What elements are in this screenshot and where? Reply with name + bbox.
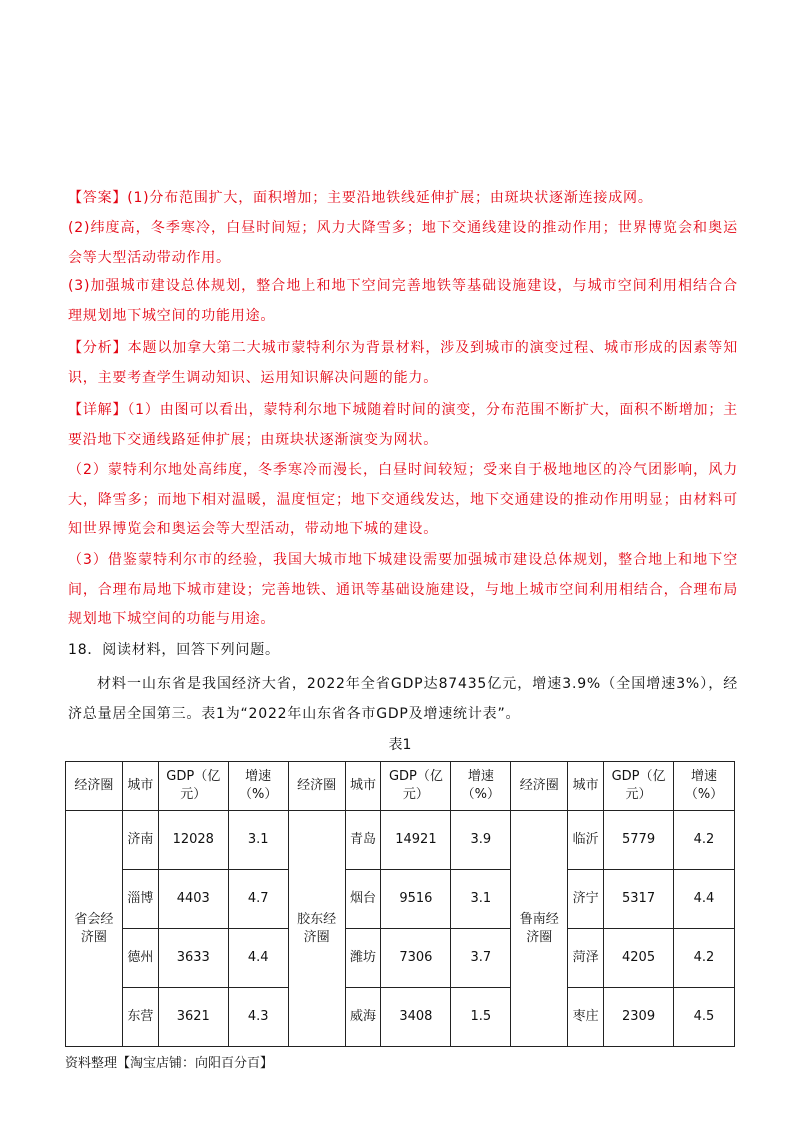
header-city: 城市: [568, 762, 604, 811]
gdp-cell: 7306: [381, 929, 451, 988]
header-gdp: GDP（亿元）: [381, 762, 451, 811]
growth-cell: 3.1: [451, 870, 511, 929]
header-city: 城市: [122, 762, 158, 811]
gdp-table: [65, 761, 735, 1047]
analysis-paragraph: 【分析】本题以加拿大第二大城市蒙特利尔为背景材料，涉及到城市的演变过程、城市形成的因素等知识，主要考查学生调动知识、运用知识解决问题的能力。: [68, 340, 738, 386]
header-gdp: GDP（亿元）: [604, 762, 674, 811]
growth-cell: 4.2: [674, 929, 735, 988]
city-cell: 青岛: [345, 811, 381, 870]
growth-cell: 4.2: [674, 811, 735, 870]
city-cell: 德州: [122, 929, 158, 988]
gdp-cell: 9516: [381, 870, 451, 929]
header-zone: 经济圈: [511, 762, 568, 811]
header-zone: 经济圈: [288, 762, 345, 811]
city-cell: 临沂: [568, 811, 604, 870]
gdp-cell: 4403: [158, 870, 228, 929]
growth-cell: 4.5: [674, 988, 735, 1047]
footer-source: 资料整理【淘宝店铺：向阳百分百】: [65, 1056, 274, 1071]
question-18-material: 材料一山东省是我国经济大省，2022年全省GDP达87435亿元，增速3.9%（全国增速3%），经济总量居全国第三。表1为“2022年山东省各市GDP及增速统计表”。: [68, 676, 738, 722]
header-growth: 增速（%）: [228, 762, 288, 811]
city-cell: 威海: [345, 988, 381, 1047]
growth-cell: 3.1: [228, 811, 288, 870]
table-row: [66, 811, 735, 870]
city-cell: 枣庄: [568, 988, 604, 1047]
city-cell: 济宁: [568, 870, 604, 929]
gdp-cell: 5317: [604, 870, 674, 929]
city-cell: 潍坊: [345, 929, 381, 988]
city-cell: 菏泽: [568, 929, 604, 988]
growth-cell: 4.3: [228, 988, 288, 1047]
gdp-cell: 12028: [158, 811, 228, 870]
city-cell: 济南: [122, 811, 158, 870]
header-city: 城市: [345, 762, 381, 811]
answer-paragraph-1: 【答案】(1)分布范围扩大，面积增加；主要沿地铁线延伸扩展；由斑块状逐渐连接成网。: [68, 190, 653, 206]
city-cell: 烟台: [345, 870, 381, 929]
zone-cell: 省会经济圈: [66, 811, 123, 1047]
table-row: [66, 988, 735, 1047]
table-caption: 表1: [388, 737, 412, 753]
city-cell: 淄博: [122, 870, 158, 929]
detail-paragraph-2: （2）蒙特利尔地处高纬度，冬季寒冷而漫长，白昼时间较短；受来自于极地地区的冷气团影响，风力大，降雪多；而地下相对温暖，温度恒定；地下交通线发达，地下交通建设的推动作用明显；由材料可知世界博览会和奥运会等大型活动，带动地下城的建设。: [68, 462, 738, 537]
gdp-cell: 3621: [158, 988, 228, 1047]
table-row: [66, 870, 735, 929]
gdp-cell: 2309: [604, 988, 674, 1047]
detail-paragraph-1: 【详解】（1）由图可以看出，蒙特利尔地下城随着时间的演变，分布范围不断扩大，面积不断增加；主要沿地下交通线路延伸扩展；由斑块状逐渐演变为网状。: [68, 402, 738, 448]
gdp-cell: 5779: [604, 811, 674, 870]
gdp-cell: 14921: [381, 811, 451, 870]
question-18-intro: 18．阅读材料，回答下列问题。: [68, 642, 280, 658]
header-growth: 增速（%）: [451, 762, 511, 811]
gdp-cell: 3408: [381, 988, 451, 1047]
growth-cell: 3.7: [451, 929, 511, 988]
header-zone: 经济圈: [66, 762, 123, 811]
table-row: [66, 929, 735, 988]
growth-cell: 4.7: [228, 870, 288, 929]
gdp-cell: 4205: [604, 929, 674, 988]
growth-cell: 4.4: [228, 929, 288, 988]
header-gdp: GDP（亿元）: [158, 762, 228, 811]
header-growth: 增速（%）: [674, 762, 735, 811]
growth-cell: 4.4: [674, 870, 735, 929]
growth-cell: 1.5: [451, 988, 511, 1047]
detail-paragraph-3: （3）借鉴蒙特利尔市的经验，我国大城市地下城建设需要加强城市建设总体规划，整合地上和地下空间，合理布局地下城市建设；完善地铁、通讯等基础设施建设，与地上城市空间利用相结合，合理布局规划地下城空间的功能与用途。: [68, 552, 738, 627]
gdp-cell: 3633: [158, 929, 228, 988]
table-header-row: [66, 762, 735, 811]
zone-cell: 胶东经济圈: [288, 811, 345, 1047]
city-cell: 东营: [122, 988, 158, 1047]
answer-paragraph-3: (3)加强城市建设总体规划，整合地上和地下空间完善地铁等基础设施建设，与城市空间利用相结合合理规划地下城空间的功能用途。: [68, 278, 738, 324]
answer-paragraph-2: (2)纬度高，冬季寒冷，白昼时间短；风力大降雪多；地下交通线建设的推动作用；世界博览会和奥运会等大型活动带动作用。: [68, 220, 738, 266]
growth-cell: 3.9: [451, 811, 511, 870]
zone-cell: 鲁南经济圈: [511, 811, 568, 1047]
